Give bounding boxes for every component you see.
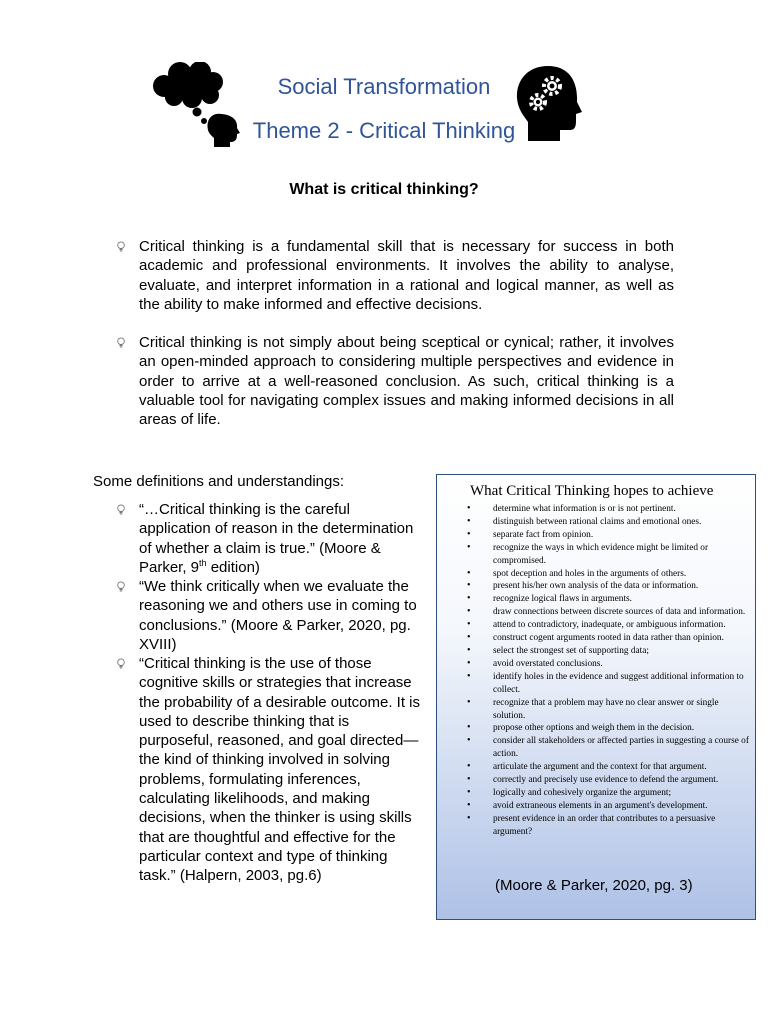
- goal-item: • select the strongest set of supporting data;: [451, 645, 749, 658]
- goal-item: • propose other options and weigh them in the decision.: [451, 722, 749, 735]
- definitions-label: Some definitions and understandings:: [93, 473, 345, 490]
- goals-citation: (Moore & Parker, 2020, pg. 3): [495, 877, 693, 894]
- goal-item: • avoid overstated conclusions.: [451, 658, 749, 671]
- definition-quote-2: “We think critically when we evaluate the reasoning we and others use in coming to conclusions.” (Moore & Parker, 2020, pg. XVIII): [139, 578, 417, 653]
- goal-item: • present his/her own analysis of the data or information.: [451, 580, 749, 593]
- quote-1-superscript: th: [199, 557, 207, 568]
- quote-1-tail: edition): [206, 558, 260, 576]
- intro-paragraph-2: Critical thinking is not simply about being sceptical or cynical; rather, it involves an open-minded approach to considering multiple perspectives and evidence in order to arrive at a well-reasoned conclusion. As such, critical thinking is a valuable tool for navigating complex issues and making informed decisions in all areas of life.: [139, 334, 674, 429]
- lightbulb-icon: [116, 241, 126, 253]
- goal-item: • spot deception and holes in the arguments of others.: [451, 568, 749, 581]
- goal-item: • recognize the ways in which evidence might be limited or compromised.: [451, 542, 749, 568]
- intro-paragraph-1: Critical thinking is a fundamental skill that is necessary for success in both academic and professional environments. It involves the ability to analyse, evaluate, and interpret information in a rational and logical manner, as well as the ability to make informed and effective decisions.: [139, 238, 674, 313]
- lightbulb-icon: [116, 337, 126, 349]
- goal-item: • avoid extraneous elements in an argument's development.: [451, 800, 749, 813]
- goal-item: • present evidence in an order that contributes to a persuasive argument?: [451, 813, 749, 839]
- lightbulb-icon: [116, 504, 126, 516]
- goal-item: • logically and cohesively organize the argument;: [451, 787, 749, 800]
- goal-item: • consider all stakeholders or affected parties in suggesting a course of action.: [451, 735, 749, 761]
- goal-item: • recognize logical flaws in arguments.: [451, 593, 749, 606]
- goal-item: • identify holes in the evidence and suggest additional information to collect.: [451, 671, 749, 697]
- goal-item: • draw connections between discrete sources of data and information.: [451, 606, 749, 619]
- definition-quote-3: “Critical thinking is the use of those cognitive skills or strategies that increase the probability of a desirable outcome. It is used to describe thinking that is purposeful, reasoned, and goal directed—the kind of thinking involved in solving problems, formulating inferences, calculating likelihoods, and making decisions, when the thinker is using skills that are thoughtful and effective for the particular context and type of thinking task.” (Halpern, 2003, pg.6): [139, 655, 420, 885]
- lightbulb-icon: [116, 581, 126, 593]
- goal-item: • distinguish between rational claims and emotional ones.: [451, 516, 749, 529]
- goal-item: • recognize that a problem may have no clear answer or single solution.: [451, 697, 749, 723]
- goal-item: • determine what information is or is not pertinent.: [451, 503, 749, 516]
- goal-item: • attend to contradictory, inadequate, or ambiguous information.: [451, 619, 749, 632]
- goal-item: • construct cogent arguments rooted in data rather than opinion.: [451, 632, 749, 645]
- quote-1-text: “…Critical thinking is the careful application of reason in the determination of whether a claim is true.” (Moore & Parker, 9: [139, 501, 414, 576]
- definition-quote-1: [139, 500, 425, 577]
- goals-list: [451, 503, 749, 839]
- goal-item: • articulate the argument and the context for that argument.: [451, 761, 749, 774]
- goals-box-title: What Critical Thinking hopes to achieve: [470, 483, 714, 499]
- goal-item: • correctly and precisely use evidence to defend the argument.: [451, 774, 749, 787]
- goal-item: • separate fact from opinion.: [451, 529, 749, 542]
- goals-box: [436, 474, 756, 920]
- lightbulb-icon: [116, 658, 126, 670]
- document-subtitle: Theme 2 - Critical Thinking: [252, 118, 516, 143]
- document-title: Social Transformation: [277, 74, 491, 99]
- section-heading: What is critical thinking?: [289, 181, 479, 198]
